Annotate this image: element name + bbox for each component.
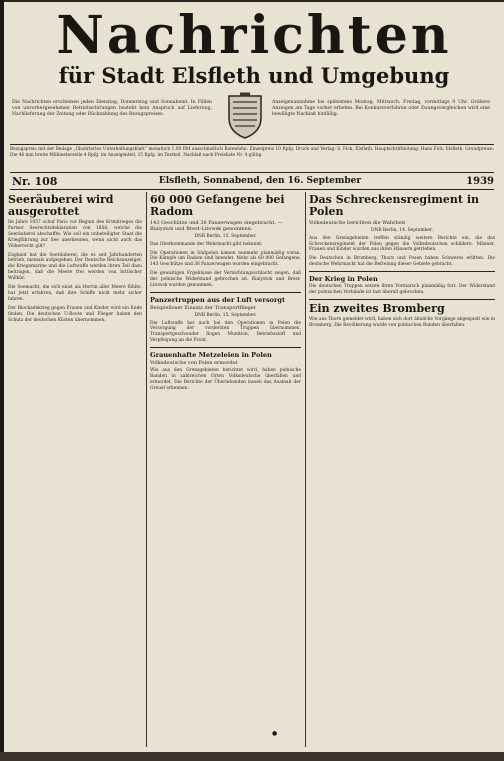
article-paragraph: Im Jahre 1857 schuf Paris vor Beginn des Krimkrieges die Pariser Seerechtsdeklaration von 1856, welche die Seeräuberei abschaffte. Wie soll ein unbeteiligter Staat die Kriegführung zur See anerkennen, wenn nicht auch das Völkerrecht gilt? — [8, 220, 142, 249]
column-left — [8, 194, 142, 749]
column-rule — [146, 192, 147, 747]
divider-top — [10, 144, 494, 145]
article-dateline: DNB Berlin, 15. September. — [194, 312, 257, 318]
article-paragraph: Das Oberkommando der Wehrmacht gibt bekannt: — [150, 241, 263, 247]
article-divider — [150, 292, 301, 293]
article-paragraph: Die Deutschen in Bromberg, Thorn und Posen haben Schweres erlitten. Die deutsche Wehrmacht hat die Befreiung dieser Gebiete gebracht. — [309, 256, 495, 268]
page-bullet-icon: ● — [272, 730, 278, 737]
article-divider — [309, 271, 495, 272]
publisher-info-left: Die Nachrichten erscheinen jeden Dienstag, Donnerstag und Sonnabend. In Fällen von unvorhergesehenen Betriebsstörungen besteht kein Anspruch auf Lieferung, Nachlieferung der Zeitung oder Rückzahlung des Bezugspreises. — [12, 100, 212, 117]
divider-dateline-bottom — [10, 189, 494, 190]
article-paragraph: Wie aus Thorn gemeldet wird, haben sich dort ähnliche Vorgänge abgespielt wie in Bromberg. Die Bevölkerung wurde von polnischen Banden überfallen. — [309, 316, 495, 328]
column-rule — [305, 192, 306, 747]
article-paragraph: Die Luftwaffe hat auch bei den Operationen in Polen die Versorgung der vordersten Truppen übernommen. Transportgeschwader flogen Munition, Betriebsstoff und Verpflegung an die Front. — [150, 320, 301, 344]
headline-seeraeuberei: Seeräuberei wird ausgerottet — [8, 194, 114, 218]
article-paragraph: Die Seemacht, die sich einst als Herrin aller Meere fühlte, hat jetzt erfahren, daß ihre Schiffe nicht mehr sicher fahren. — [8, 285, 142, 302]
article-paragraph: Wie aus den Grenzgebieten berichtet wird, haben polnische Banden in zahlreichen Orten Volksdeutsche überfallen und ermordet. Die Berichte der Überlebenden lassen das Ausmaß der Greuel erkennen. — [150, 368, 301, 391]
article-paragraph: Die Operationen in Südpolen kamen nunmehr planmäßig voran. Die Kämpfe um Radom sind beendet. Mehr als 60 000 Gefangene, 143 Geschütze und 38 Panzerwagen wurden eingebracht. — [150, 250, 301, 268]
subscription-line: Bezugspreis mit der Beilage „Illustriertes Unterhaltungsblatt“ monatlich 1.00 RM ausschließlich Botenlohn. Einzelpreis 10 Rpfg. Druck und Verlag: S. Fick, Elsfleth. Hauptschriftleitung: Hans Fick, Elsfleth. Grundpreise: Die 46 mm breite Millimeterzeile 4 Rpfg. im Anzeigenteil, 15 Rpfg. im Textteil. Nachlaß nach Preisliste Nr. 4 gültig. — [10, 147, 494, 158]
article-deck: 143 Geschütze und 38 Panzerwagen eingebracht. — Bialystok und Brest-Litowsk genommen. — [150, 220, 283, 232]
article-dateline: DNB Berlin, 14. September. — [370, 228, 434, 233]
headline-bromberg: Ein zweites Bromberg — [309, 301, 445, 315]
issue-year: 1939 — [466, 176, 494, 187]
article-divider — [150, 347, 301, 348]
headline-gefangene: 60 000 Gefangene bei Radom — [150, 194, 285, 218]
subheadline-krieg: Der Krieg in Polen — [309, 275, 378, 284]
issue-date: Elsfleth, Sonnabend, den 16. September — [158, 176, 362, 186]
coat-of-arms-icon — [225, 92, 265, 140]
article-paragraph: England hat die Seeräuberei, die es seit Jahrhunderten betrieb, niemals aufgegeben. Der Deutsche Reichsanzeiger, die Kriegsmarine und die Luftwaffe werden ihren Teil dazu beitragen, daß die Meere frei werden von britischer Willkür. — [8, 252, 142, 282]
article-paragraph: Die gewaltigen Ergebnisse der Vernichtungsschlacht zeigen, daß der polnische Widerstand gebrochen ist. Bialystok und Brest-Litowsk wurden genommen. — [150, 271, 301, 289]
article-divider — [309, 299, 495, 300]
article-deck: Volksdeutsche berichten die Wahrheit — [309, 220, 406, 226]
divider-dateline-top — [10, 172, 494, 173]
masthead-title: Nachrichten — [56, 5, 452, 66]
masthead-subtitle: für Stadt Elsfleth und Umgebung — [58, 63, 450, 88]
article-dateline: DNB Berlin, 15. September. — [194, 234, 257, 239]
issue-number: Nr. 108 — [12, 175, 58, 188]
subheadline-metzeleien: Grauenhafte Metzeleien in Polen — [150, 351, 272, 360]
headline-schreckensregiment: Das Schreckensregiment in Polen — [309, 194, 480, 218]
column-middle — [150, 194, 301, 749]
article-deck: Beispielloser Einsatz der Transportflieger — [150, 304, 257, 311]
article-paragraph: Die deutschen Truppen setzen ihren Vormarsch planmäßig fort. Der Widerstand der polnischen Verbände ist fast überall gebrochen. — [309, 284, 495, 296]
column-right — [309, 194, 495, 749]
article-deck: Volksdeutsche von Polen ermordet — [150, 360, 238, 367]
article-paragraph: Aus den Grenzgebieten treffen ständig weitere Berichte ein, die das Schreckensregiment der Polen gegen die Volksdeutschen schildern. Männer, Frauen und Kinder wurden aus ihren Häusern getrieben. — [309, 235, 495, 253]
scan-bottom-edge — [0, 752, 504, 761]
publisher-info-right: Anzeigenannahme bis spätestens Montag, Mittwoch, Freitag, vormittags 9 Uhr. Größere Anzeigen am Tage vorher erbeten. Bei Konkursverfahren oder Zwangsvergleichen wird eine bewilligte Nachlaß hinfällig. — [272, 100, 490, 117]
subheadline-panzertruppen: Panzertruppen aus der Luft versorgt — [150, 295, 286, 304]
article-paragraph: Der Blockadekrieg gegen Frauen und Kinder wird ein Ende finden. Die deutschen U-Boote und Flieger haben den Schutz der deutschen Küsten übernommen. — [8, 305, 142, 323]
